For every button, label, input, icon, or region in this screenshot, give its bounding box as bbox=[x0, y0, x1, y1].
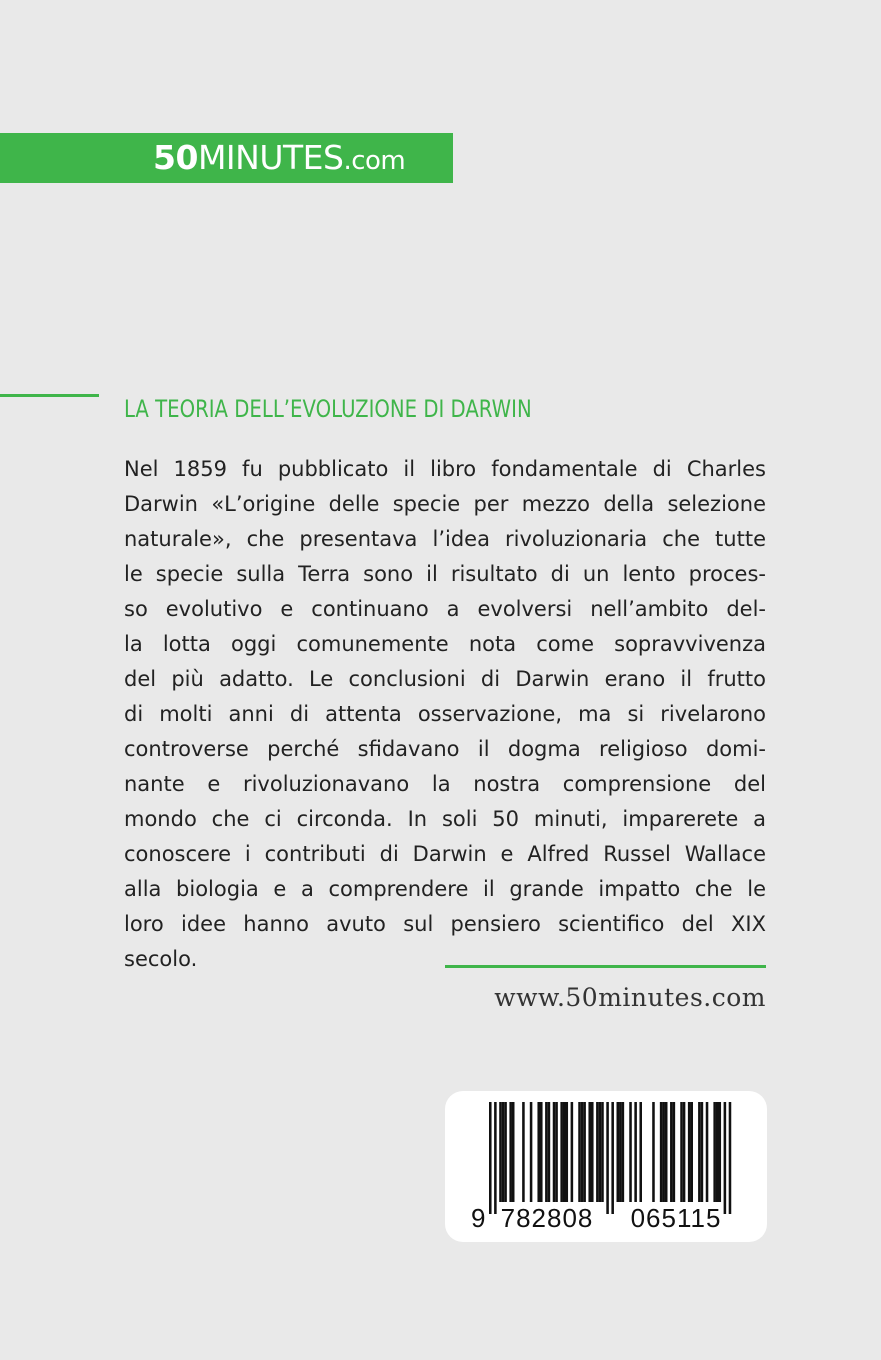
description-line: naturale», che presentava l’idea rivoluzionaria che tutte bbox=[124, 527, 766, 551]
barcode-bar bbox=[652, 1102, 655, 1202]
description-line: Darwin «L’origine delle specie per mezzo della selezione bbox=[124, 492, 766, 516]
barcode-bar bbox=[629, 1102, 632, 1202]
barcode-bar bbox=[690, 1102, 693, 1202]
barcode-bar bbox=[596, 1102, 599, 1202]
brand-banner bbox=[0, 133, 453, 183]
description-line: loro idee hanno avuto sul pensiero scientifico del XIX bbox=[124, 912, 766, 936]
barcode-bar bbox=[724, 1102, 727, 1214]
barcode-bar bbox=[688, 1102, 691, 1202]
website-divider bbox=[445, 965, 766, 968]
barcode-bar bbox=[680, 1102, 683, 1202]
barcode-bar bbox=[713, 1102, 716, 1202]
barcode-bar bbox=[599, 1102, 602, 1202]
barcode-bar bbox=[537, 1102, 540, 1202]
barcode-bar bbox=[571, 1102, 574, 1202]
barcode-bar bbox=[512, 1102, 515, 1202]
barcode-bar bbox=[504, 1102, 507, 1202]
barcode-bar bbox=[683, 1102, 686, 1202]
barcode-bar bbox=[611, 1102, 614, 1214]
description-line: nante e rivoluzionavano la nostra comprensione del bbox=[124, 772, 766, 796]
barcode-bar bbox=[601, 1102, 604, 1202]
barcode-bar bbox=[588, 1102, 591, 1202]
barcode-image bbox=[445, 1091, 767, 1242]
barcode-digits-left: 782808 bbox=[500, 1203, 594, 1233]
description-line: del più adatto. Le conclusioni di Darwin erano il frutto bbox=[124, 667, 766, 691]
website-link[interactable]: www.50minutes.com bbox=[494, 983, 766, 1012]
brand-logo-suffix: .com bbox=[343, 146, 406, 176]
description-line: so evolutivo e continuano a evolversi nell’ambito del- bbox=[124, 597, 766, 621]
barcode-digits-right: 065115 bbox=[630, 1203, 722, 1233]
barcode-bar bbox=[530, 1102, 533, 1202]
barcode-bar bbox=[670, 1102, 673, 1202]
barcode-bar bbox=[553, 1102, 556, 1202]
barcode-bar bbox=[634, 1102, 637, 1202]
barcode-bar bbox=[563, 1102, 566, 1202]
barcode-bar bbox=[509, 1102, 512, 1202]
barcode-bar bbox=[591, 1102, 594, 1202]
description-line: le specie sulla Terra sono il risultato di un lento proces- bbox=[124, 562, 766, 586]
barcode-bar bbox=[578, 1102, 581, 1202]
barcode-bar bbox=[639, 1102, 642, 1202]
barcode-bar bbox=[665, 1102, 668, 1202]
book-title: LA TEORIA DELL’EVOLUZIONE DI DARWIN bbox=[124, 395, 532, 423]
barcode-bar bbox=[489, 1102, 492, 1214]
barcode-bar bbox=[716, 1102, 719, 1202]
barcode-bar bbox=[540, 1102, 543, 1202]
isbn-barcode bbox=[445, 1091, 767, 1242]
description-line: di molti anni di attenta osservazione, ma si rivelarono bbox=[124, 702, 766, 726]
barcode-bar bbox=[719, 1102, 722, 1202]
description-line: conoscere i contributi di Darwin e Alfred Russel Wallace bbox=[124, 842, 766, 866]
barcode-bar bbox=[701, 1102, 704, 1202]
barcode-bar bbox=[662, 1102, 665, 1202]
brand-logo-number: 50 bbox=[153, 138, 198, 177]
barcode-bar bbox=[545, 1102, 548, 1202]
barcode-bar bbox=[622, 1102, 625, 1202]
barcode-bar bbox=[673, 1102, 676, 1202]
description-line: alla biologia e a comprendere il grande impatto che le bbox=[124, 877, 766, 901]
barcode-bar bbox=[617, 1102, 620, 1202]
description-line: mondo che ci circonda. In soli 50 minuti, imparerete a bbox=[124, 807, 766, 831]
book-description bbox=[124, 452, 766, 977]
barcode-bar bbox=[606, 1102, 609, 1214]
barcode-bar bbox=[660, 1102, 663, 1202]
barcode-bar bbox=[555, 1102, 558, 1202]
title-divider bbox=[0, 394, 99, 397]
brand-logo bbox=[153, 137, 405, 182]
description-line: secolo. bbox=[124, 947, 198, 971]
barcode-bar bbox=[729, 1102, 732, 1214]
barcode-bar bbox=[581, 1102, 584, 1202]
barcode-bar bbox=[560, 1102, 563, 1202]
barcode-bar bbox=[548, 1102, 551, 1202]
description-line: la lotta oggi comunemente nota come sopravvivenza bbox=[124, 632, 766, 656]
barcode-bar bbox=[566, 1102, 569, 1202]
barcode-bar bbox=[698, 1102, 701, 1202]
barcode-lead-digit: 9 bbox=[471, 1203, 486, 1233]
barcode-bar bbox=[522, 1102, 525, 1202]
barcode-bar bbox=[583, 1102, 586, 1202]
barcode-bar bbox=[499, 1102, 502, 1202]
barcode-bar bbox=[619, 1102, 622, 1202]
brand-logo-word: MINUTES bbox=[197, 138, 344, 177]
description-line: Nel 1859 fu pubblicato il libro fondamentale di Charles bbox=[124, 457, 766, 481]
barcode-bar bbox=[706, 1102, 709, 1202]
barcode-bar bbox=[494, 1102, 497, 1214]
description-line: controverse perché sfidavano il dogma religioso domi- bbox=[124, 737, 766, 761]
barcode-bar bbox=[502, 1102, 505, 1202]
